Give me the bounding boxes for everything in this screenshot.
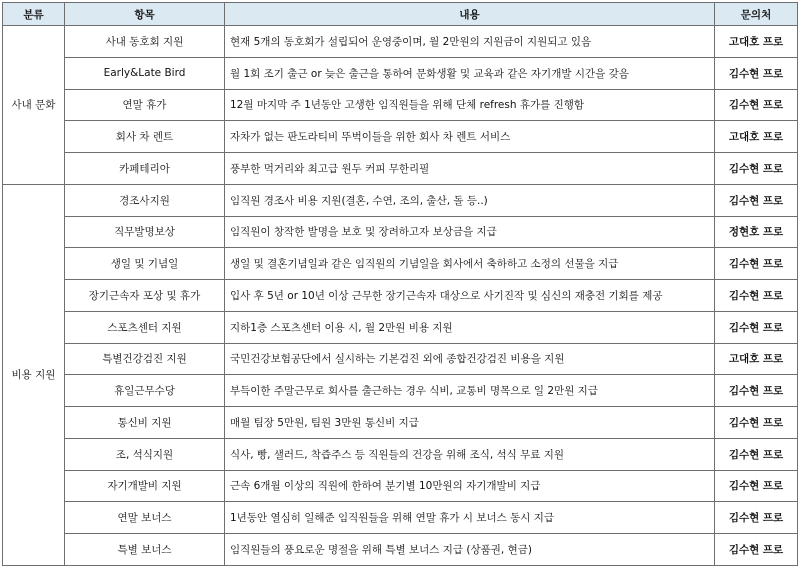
content-cell: 근속 6개월 이상의 직원에 한하여 분기별 10만원의 자기개발비 지급 — [225, 470, 715, 502]
table-row — [3, 470, 798, 502]
content-cell: 국민건강보험공단에서 실시하는 기본검진 외에 종합건강검진 비용을 지원 — [225, 343, 715, 375]
content-cell: 임직원이 창작한 발명을 보호 및 장려하고자 보상금을 지급 — [225, 216, 715, 248]
contact-cell: 김수현 프로 — [715, 153, 798, 185]
table-row — [3, 216, 798, 248]
table-row — [3, 89, 798, 121]
item-cell: 스포츠센터 지원 — [65, 311, 225, 343]
table-row — [3, 534, 798, 566]
item-cell: 경조사지원 — [65, 184, 225, 216]
table-row — [3, 502, 798, 534]
item-cell: 자기개발비 지원 — [65, 470, 225, 502]
contact-cell: 김수현 프로 — [715, 57, 798, 89]
item-cell: 직무발명보상 — [65, 216, 225, 248]
item-cell: Early&Late Bird — [65, 57, 225, 89]
contact-cell: 김수현 프로 — [715, 89, 798, 121]
item-cell: 특별 보너스 — [65, 534, 225, 566]
contact-cell: 김수현 프로 — [715, 184, 798, 216]
item-cell: 회사 차 렌트 — [65, 121, 225, 153]
benefits-table — [2, 2, 798, 566]
content-cell: 월 1회 조기 출근 or 늦은 출근을 통하여 문화생활 및 교육과 같은 자기개발 시간을 갖음 — [225, 57, 715, 89]
item-cell: 생일 및 기념일 — [65, 248, 225, 280]
item-cell: 연말 휴가 — [65, 89, 225, 121]
item-cell: 조, 석식지원 — [65, 438, 225, 470]
content-cell: 자차가 없는 판도라티비 뚜벅이들을 위한 회사 차 렌트 서비스 — [225, 121, 715, 153]
table-row — [3, 26, 798, 58]
content-cell: 임직원 경조사 비용 지원(결혼, 수연, 조의, 출산, 돌 등..) — [225, 184, 715, 216]
contact-cell: 김수현 프로 — [715, 407, 798, 439]
content-cell: 입사 후 5년 or 10년 이상 근무한 장기근속자 대상으로 사기진작 및 심신의 재충전 기회를 제공 — [225, 280, 715, 312]
contact-cell: 김수현 프로 — [715, 502, 798, 534]
header-row — [3, 3, 798, 26]
content-cell: 식사, 빵, 샐러드, 착즙주스 등 직원들의 건강을 위해 조식, 석식 무료 지원 — [225, 438, 715, 470]
item-cell: 특별건강검진 지원 — [65, 343, 225, 375]
header-content: 내용 — [225, 3, 715, 26]
table-row — [3, 438, 798, 470]
table-row — [3, 375, 798, 407]
table-row — [3, 280, 798, 312]
contact-cell: 김수현 프로 — [715, 534, 798, 566]
item-cell: 장기근속자 포상 및 휴가 — [65, 280, 225, 312]
table-row — [3, 153, 798, 185]
table-row — [3, 407, 798, 439]
content-cell: 생일 및 결혼기념일과 같은 임직원의 기념일을 회사에서 축하하고 소정의 선물을 지급 — [225, 248, 715, 280]
header-item: 항목 — [65, 3, 225, 26]
item-cell: 휴일근무수당 — [65, 375, 225, 407]
contact-cell: 김수현 프로 — [715, 375, 798, 407]
contact-cell: 김수현 프로 — [715, 438, 798, 470]
item-cell: 연말 보너스 — [65, 502, 225, 534]
table-row — [3, 121, 798, 153]
item-cell: 사내 동호회 지원 — [65, 26, 225, 58]
item-cell: 통신비 지원 — [65, 407, 225, 439]
contact-cell: 정현호 프로 — [715, 216, 798, 248]
table-row — [3, 57, 798, 89]
content-cell: 부득이한 주말근무로 회사를 출근하는 경우 식비, 교통비 명목으로 일 2만원 지급 — [225, 375, 715, 407]
contact-cell: 김수현 프로 — [715, 280, 798, 312]
header-category: 분류 — [3, 3, 65, 26]
table-body — [3, 26, 798, 566]
table-row — [3, 184, 798, 216]
content-cell: 지하1층 스포츠센터 이용 시, 월 2만원 비용 지원 — [225, 311, 715, 343]
table-row — [3, 248, 798, 280]
header-contact: 문의처 — [715, 3, 798, 26]
content-cell: 1년동안 열심히 일해준 임직원들을 위해 연말 휴가 시 보너스 동시 지급 — [225, 502, 715, 534]
content-cell: 매월 팀장 5만원, 팀원 3만원 통신비 지급 — [225, 407, 715, 439]
content-cell: 풍부한 먹거리와 최고급 원두 커피 무한리필 — [225, 153, 715, 185]
contact-cell: 김수현 프로 — [715, 470, 798, 502]
contact-cell: 김수현 프로 — [715, 311, 798, 343]
category-cell: 비용 지원 — [3, 184, 65, 565]
table-row — [3, 311, 798, 343]
contact-cell: 고대호 프로 — [715, 343, 798, 375]
contact-cell: 고대호 프로 — [715, 121, 798, 153]
contact-cell: 고대호 프로 — [715, 26, 798, 58]
content-cell: 임직원들의 풍요로운 명절을 위해 특별 보너스 지급 (상품권, 현금) — [225, 534, 715, 566]
item-cell: 카페테리아 — [65, 153, 225, 185]
contact-cell: 김수현 프로 — [715, 248, 798, 280]
table-row — [3, 343, 798, 375]
content-cell: 12월 마지막 주 1년동안 고생한 임직원들을 위해 단체 refresh 휴가를 진행함 — [225, 89, 715, 121]
content-cell: 현재 5개의 동호회가 설립되어 운영중이며, 월 2만원의 지원금이 지원되고 있음 — [225, 26, 715, 58]
category-cell: 사내 문화 — [3, 26, 65, 185]
